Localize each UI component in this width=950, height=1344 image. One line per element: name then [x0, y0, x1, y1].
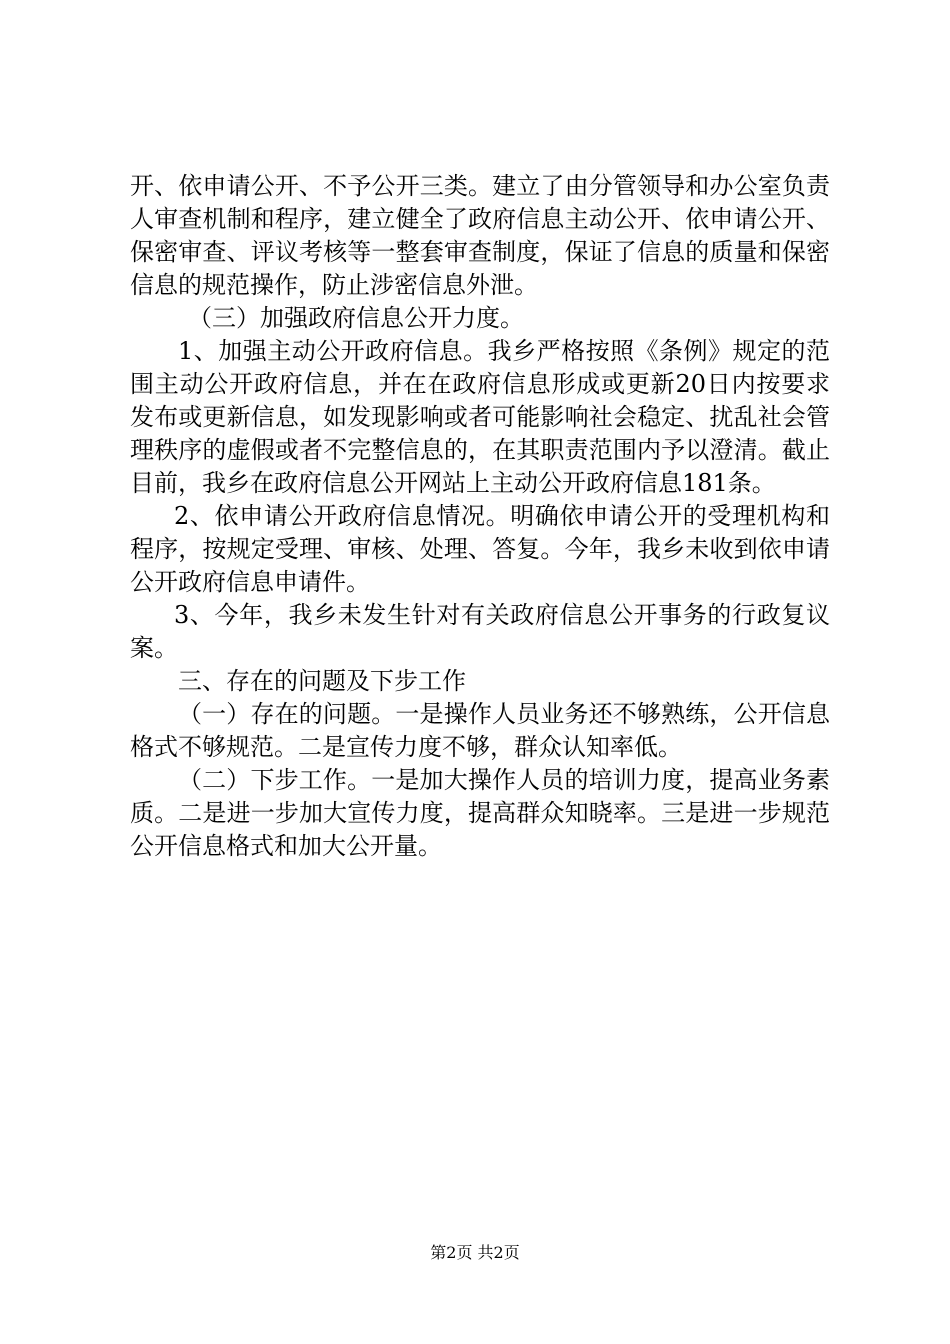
paragraph-application-disclosure: 2、依申请公开政府信息情况。明确依申请公开的受理机构和程序，按规定受理、审核、处理、答复。今年，我乡未收到依申请公开政府信息申请件。	[130, 502, 830, 596]
page-number-footer: 第2页 共2页	[430, 1243, 520, 1262]
paragraph-administrative-review: 3、今年，我乡未发生针对有关政府信息公开事务的行政复议案。	[130, 601, 830, 662]
paragraph-existing-problems: （一）存在的问题。一是操作人员业务还不够熟练，公开信息格式不够规范。二是宣传力度不够，群众认知率低。	[130, 700, 830, 761]
section-heading-strengthen-disclosure: （三）加强政府信息公开力度。	[188, 304, 524, 332]
paragraph-review-mechanism: 开、依申请公开、不予公开三类。建立了由分管领导和办公室负责人审查机制和程序，建立健全了政府信息主动公开、依申请公开、保密审查、评议考核等一整套审查制度，保证了信息的质量和保密信息的规范操作，防止涉密信息外泄。	[130, 172, 830, 299]
paragraph-active-disclosure: 1、加强主动公开政府信息。我乡严格按照《条例》规定的范围主动公开政府信息，并在在政府信息形成或更新20日内按要求发布或更新信息，如发现影响或者可能影响社会稳定、扰乱社会管理秩序的虚假或者不完整信息的，在其职责范围内予以澄清。截止目前，我乡在政府信息公开网站上主动公开政府信息181条。	[130, 337, 830, 497]
section-heading-problems-next-steps: 三、存在的问题及下步工作	[178, 667, 466, 695]
paragraph-next-steps: （二）下步工作。一是加大操作人员的培训力度，提高业务素质。二是进一步加大宣传力度，提高群众知晓率。三是进一步规范公开信息格式和加大公开量。	[130, 766, 830, 860]
document-body	[130, 170, 830, 863]
